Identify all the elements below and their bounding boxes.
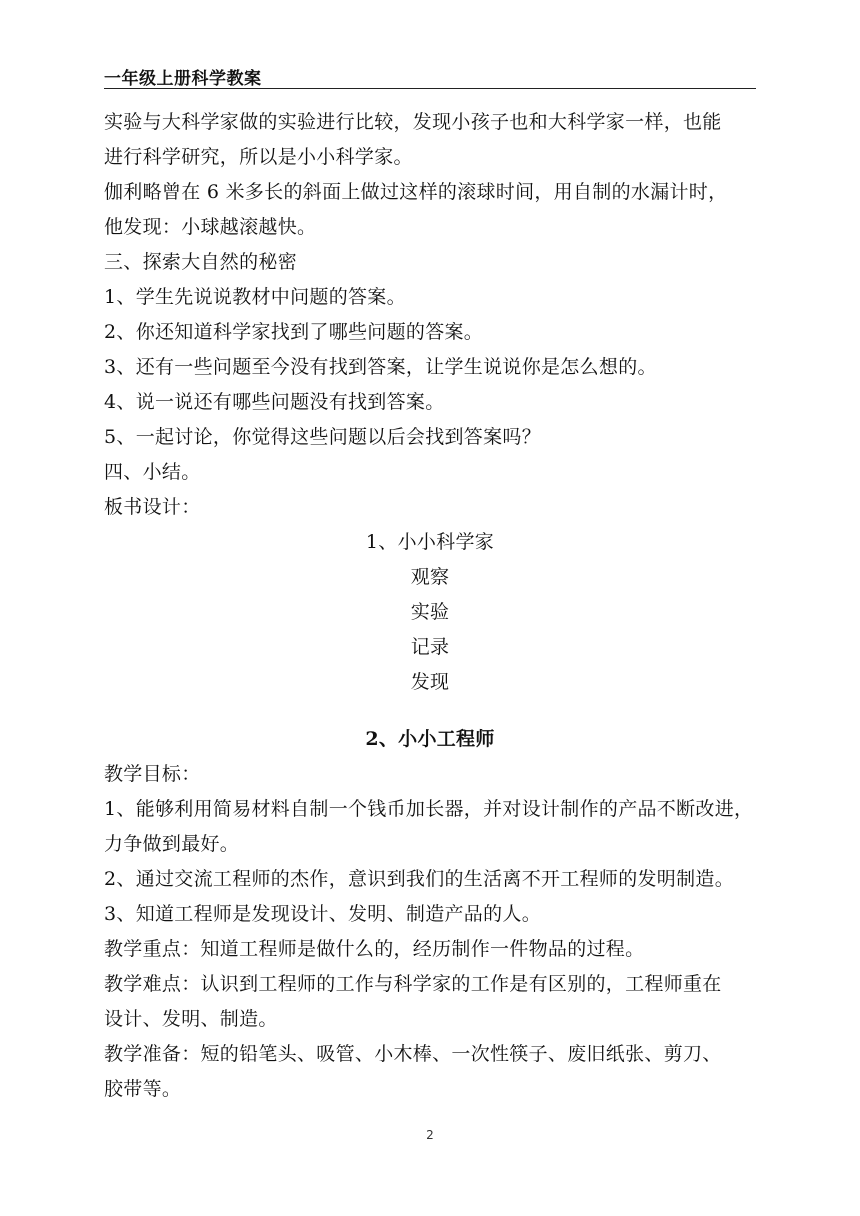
board-title: 1、小小科学家 [365, 531, 495, 553]
board-design [104, 525, 756, 700]
list-item: 1、学生先说说教材中问题的答案。 [104, 286, 406, 308]
preparation-line: 教学准备：短的铅笔头、吸管、小木棒、一次性筷子、废旧纸张、剪刀、 [104, 1043, 722, 1065]
page-number: 2 [426, 1128, 434, 1142]
intro-line: 实验与大科学家做的实验进行比较，发现小孩子也和大科学家一样，也能 [104, 111, 722, 133]
section-heading: 三、探索大自然的秘密 [104, 251, 298, 273]
list-item: 4、说一说还有哪些问题没有找到答案。 [104, 391, 445, 413]
intro-line: 进行科学研究，所以是小小科学家。 [104, 146, 413, 168]
list-item: 3、还有一些问题至今没有找到答案，让学生说说你是怎么想的。 [104, 356, 657, 378]
header-title: 一年级上册科学教案 [104, 69, 262, 89]
goal-line: 3、知道工程师是发现设计、发明、制造产品的人。 [104, 903, 541, 925]
spacer [104, 700, 756, 722]
intro-line: 伽利略曾在 6 米多长的斜面上做过这样的滚球时间，用自制的水漏计时， [104, 181, 728, 203]
preparation-line: 胶带等。 [104, 1078, 182, 1100]
difficulty-line: 设计、发明、制造。 [104, 1008, 278, 1030]
list-item: 5、一起讨论，你觉得这些问题以后会找到答案吗？ [104, 426, 541, 448]
goal-line: 1、能够利用简易材料自制一个钱币加长器，并对设计制作的产品不断改进， [104, 798, 754, 820]
difficulty-line: 教学难点：认识到工程师的工作与科学家的工作是有区别的，工程师重在 [104, 973, 722, 995]
board-item: 记录 [410, 636, 450, 658]
intro-line: 他发现：小球越滚越快。 [104, 216, 317, 238]
section-heading: 四、小结。 [104, 461, 201, 483]
header-divider [104, 88, 756, 89]
goals-label: 教学目标： [104, 763, 201, 785]
board-item: 发现 [410, 671, 450, 693]
list-item: 2、你还知道科学家找到了哪些问题的答案。 [104, 321, 484, 343]
goal-line: 力争做到最好。 [104, 833, 240, 855]
key-point: 教学重点：知道工程师是做什么的，经历制作一件物品的过程。 [104, 938, 645, 960]
goal-line: 2、通过交流工程师的杰作，意识到我们的生活离不开工程师的发明制造。 [104, 868, 734, 890]
page-body [104, 105, 756, 1107]
board-item: 实验 [410, 601, 450, 623]
lesson-title: 2、小小工程师 [365, 728, 495, 750]
board-label: 板书设计： [104, 496, 201, 518]
board-item: 观察 [410, 566, 450, 588]
